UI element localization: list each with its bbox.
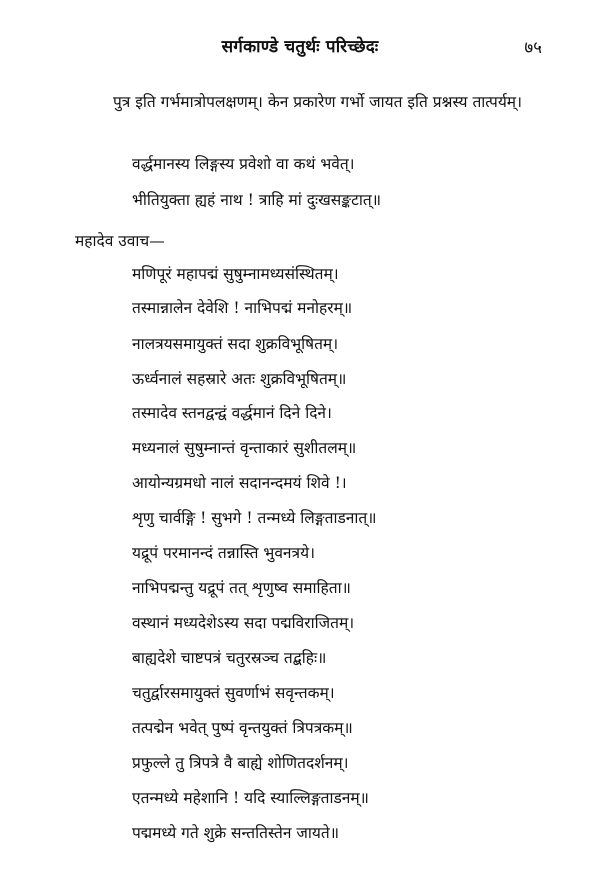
verse-line: वर्द्धमानस्य लिङ्गस्य प्रवेशो वा कथं भवेत्। [132, 155, 355, 173]
verse-line: प्रफुल्ले तु त्रिपत्रे वै बाह्ये शोणितदर्शनम्। [132, 754, 349, 772]
verse-line: पद्ममध्ये गते शुक्रे सन्ततिस्तेन जायते॥ [132, 824, 339, 842]
running-title: सर्गकाण्डे चतुर्थः परिच्छेदः [221, 37, 379, 57]
verse-line: वस्थानं मध्यदेशेऽस्य सदा पद्मविराजितम्। [132, 614, 355, 632]
verse-line: यद्रूपं परमानन्दं तन्नास्ति भुवनत्रये। [132, 544, 315, 562]
verse-line: मणिपूरं महापद्मं सुषुम्नामध्यसंस्थितम्। [132, 265, 339, 283]
verse-line: बाह्यदेशे चाष्टपत्रं चतुरस्रञ्च तद्बहिः॥ [132, 649, 327, 667]
intro-paragraph: पुत्र इति गर्भमात्रोपलक्षणम्। केन प्रकारेण गर्भो जायत इति प्रश्नस्य तात्पर्यम्। [113, 93, 522, 111]
page-header [0, 34, 600, 64]
verse-line: नालत्रयसमायुक्तं सदा शुक्रविभूषितम्। [132, 335, 339, 353]
verse-line: एतन्मध्ये महेशानि ! यदि स्याल्लिङ्गताडनम्॥ [132, 789, 369, 807]
verse-line: नाभिपद्मन्तु यद्रूपं तत् शृणुष्व समाहिता॥ [132, 579, 351, 597]
verse-line: आयोन्यग्रमधो नालं सदानन्दमयं शिवे !। [132, 474, 347, 492]
verse-line: तत्पद्मेन भवेत् पुष्पं वृन्तयुक्तं त्रिपत्रकम्॥ [132, 719, 353, 737]
speaker-label: महादेव उवाच— [75, 232, 165, 250]
verse-line: शृणु चार्वङ्गि ! सुभगे ! तन्मध्ये लिङ्गताडनात्॥ [132, 509, 377, 527]
verse-line: चतुर्द्वारसमायुक्तं सुवर्णाभं सवृन्तकम्। [132, 684, 335, 702]
verse-line: तस्मान्नालेन देवेशि ! नाभिपद्मं मनोहरम्॥ [132, 299, 353, 317]
page-number: ७५ [524, 38, 542, 58]
verse-line: ऊर्ध्वनालं सहस्रारे अतः शुक्रविभूषितम्॥ [132, 370, 347, 388]
verse-line: भीतियुक्ता ह्यहं नाथ ! त्राहि मां दुःखसङ्कटात्॥ [132, 191, 382, 209]
verse-line: तस्मादेव स्तनद्वन्द्वं वर्द्धमानं दिने दिने। [132, 404, 332, 422]
verse-line: मध्यनालं सुषुम्नान्तं वृन्ताकारं सुशीतलम्॥ [132, 439, 357, 457]
